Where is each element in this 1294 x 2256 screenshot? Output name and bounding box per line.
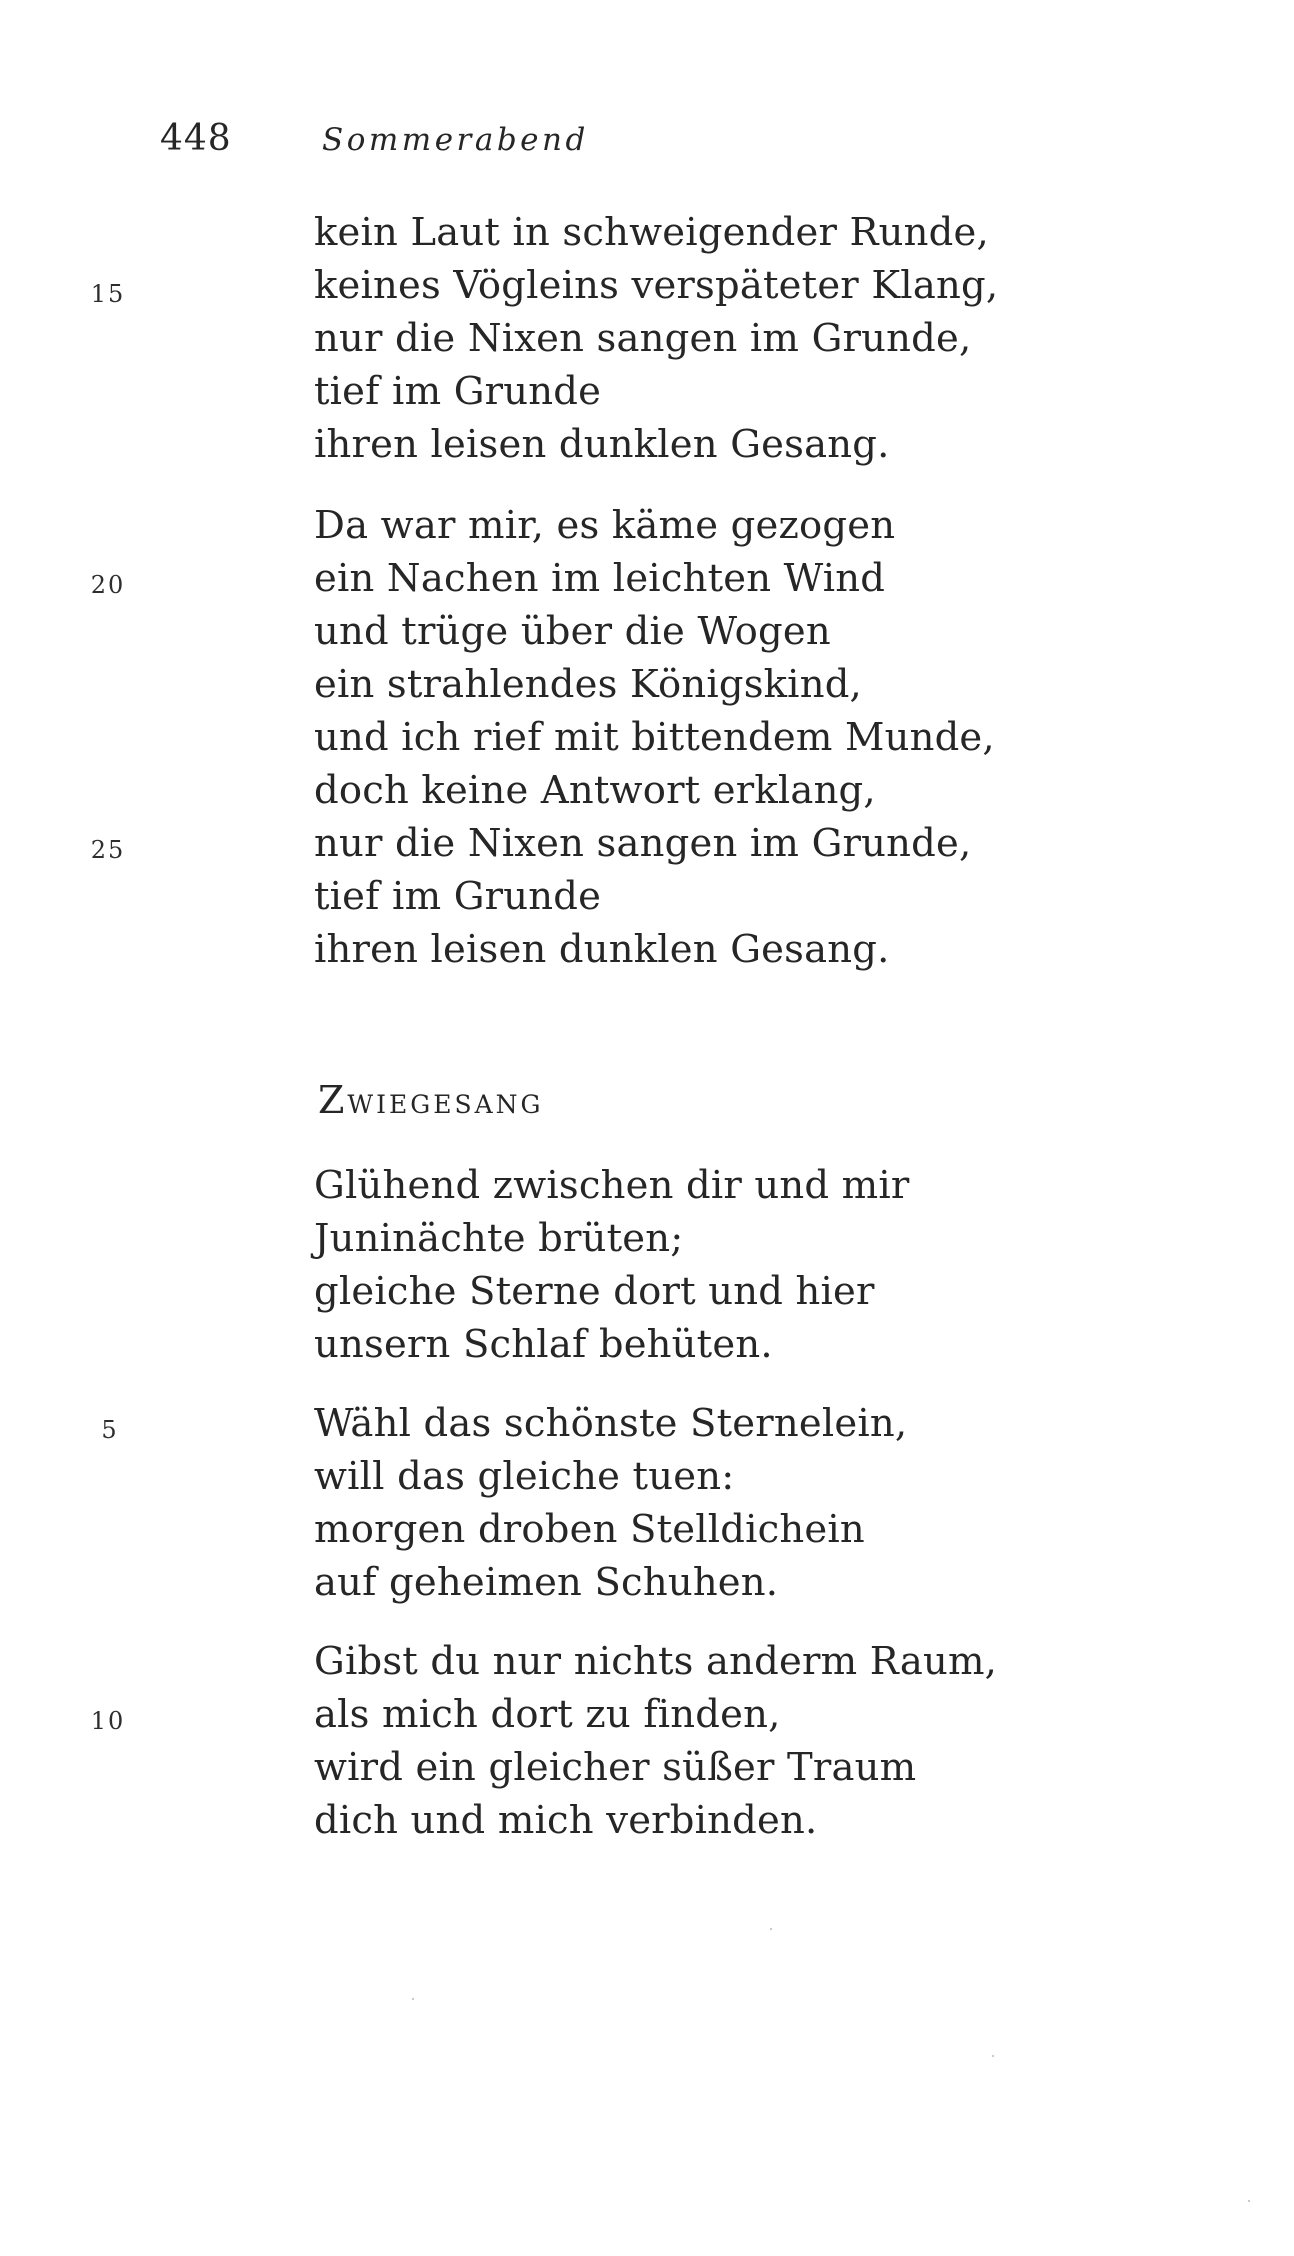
verse-line: tief im Grunde (314, 874, 602, 919)
line-number: 20 (90, 571, 126, 599)
verse-line: morgen droben Stelldichein (314, 1507, 865, 1552)
verse-line: Gibst du nur nichts anderm Raum, (314, 1639, 998, 1684)
paper-speck (1248, 2200, 1250, 2202)
line-number: 25 (90, 836, 126, 864)
running-head (160, 118, 1060, 178)
paper-speck (412, 1998, 414, 2000)
verse-line: nur die Nixen sangen im Grunde, (314, 316, 972, 361)
verse-line: gleiche Sterne dort und hier (314, 1269, 875, 1314)
verse-line: Wähl das schönste Sternelein, (314, 1401, 908, 1446)
line-number: 15 (90, 280, 126, 308)
verse-line: tief im Grunde (314, 369, 602, 414)
verse-line: kein Laut in schweigender Runde, (314, 210, 989, 255)
poem-title (318, 1078, 543, 1122)
verse-line: und ich rief mit bittendem Munde, (314, 715, 995, 760)
page-number: 448 (160, 118, 232, 159)
verse-line: ihren leisen dunklen Gesang. (314, 422, 890, 467)
verse-line: doch keine Antwort erklang, (314, 768, 876, 813)
verse-line: wird ein gleicher süßer Traum (314, 1745, 917, 1790)
verse-line: ein strahlendes Königskind, (314, 662, 862, 707)
verse-line: Da war mir, es käme gezogen (314, 503, 896, 548)
line-number: 10 (90, 1707, 126, 1735)
poem-title-rest: WIEGESANG (347, 1090, 544, 1119)
paper-speck (770, 1928, 772, 1930)
verse-line: auf geheimen Schuhen. (314, 1560, 779, 1605)
verse-line: Glühend zwischen dir und mir (314, 1163, 910, 1208)
running-title: Sommerabend (322, 122, 589, 158)
verse-line: nur die Nixen sangen im Grunde, (314, 821, 972, 866)
verse-line: und trüge über die Wogen (314, 609, 831, 654)
verse-line: will das gleiche tuen: (314, 1454, 735, 1499)
verse-line: dich und mich verbinden. (314, 1798, 818, 1843)
verse-line: Juninächte brüten; (314, 1216, 684, 1261)
verse-line: unsern Schlaf behüten. (314, 1322, 773, 1367)
poem-title-initial: Z (318, 1078, 348, 1122)
verse-line: als mich dort zu finden, (314, 1692, 781, 1737)
verse-line: keines Vögleins verspäteter Klang, (314, 263, 999, 308)
line-number: 5 (101, 1416, 119, 1444)
verse-line: ein Nachen im leichten Wind (314, 556, 886, 601)
paper-speck (992, 2055, 994, 2057)
verse-line: ihren leisen dunklen Gesang. (314, 927, 890, 972)
